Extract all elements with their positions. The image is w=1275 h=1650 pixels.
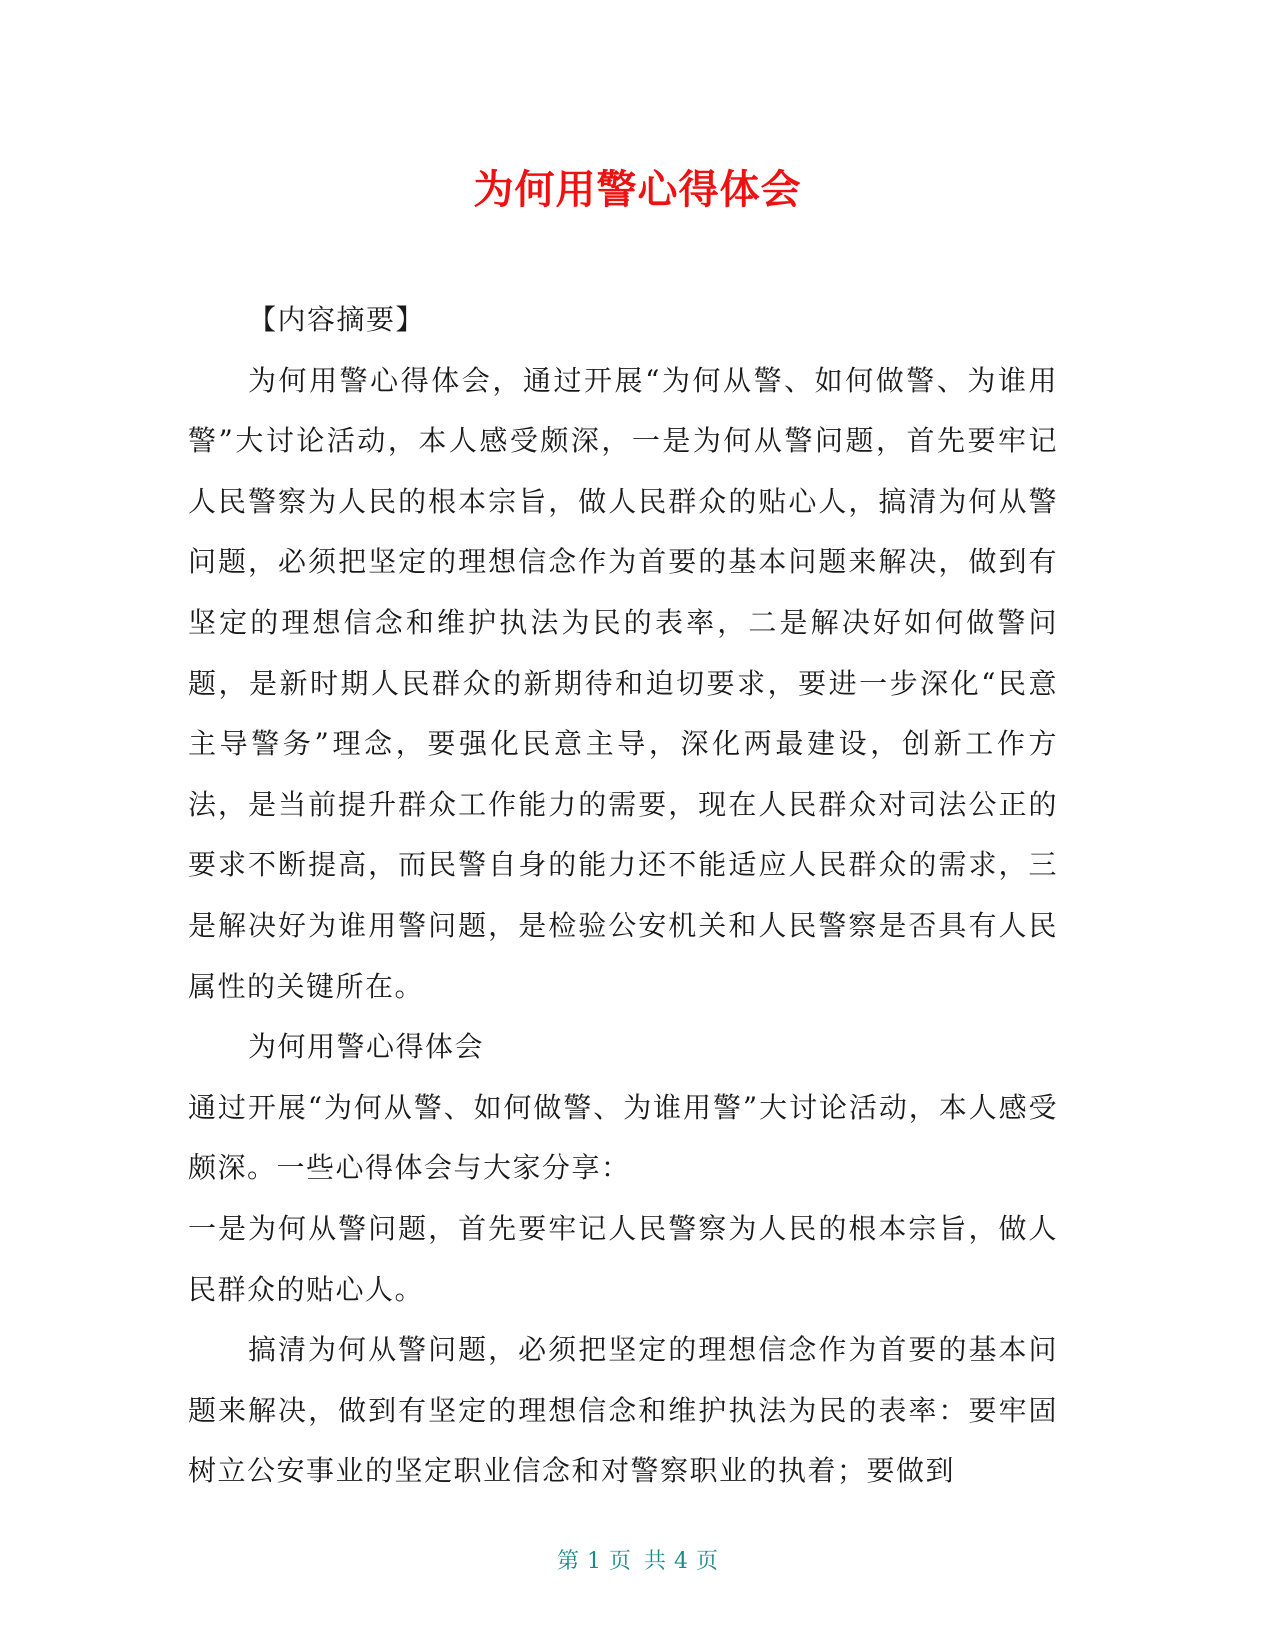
- footer-prefix: 第: [556, 1549, 579, 1574]
- paragraph-point-one-detail: 搞清为何从警问题，必须把坚定的理想信念作为首要的基本问题来解决，做到有坚定的理想信念和维护执法为民的表率：要牢固树立公安事业的坚定职业信念和对警察职业的执着；要做到: [188, 1333, 1058, 1488]
- paragraph-point-one: 一是为何从警问题，首先要牢记人民警察为人民的根本宗旨，做人民群众的贴心人。: [188, 1211, 1058, 1306]
- paragraph-subtitle: 为何用警心得体会: [248, 1030, 485, 1064]
- footer-middle: 页 共: [609, 1549, 666, 1574]
- page-footer: [0, 1544, 1275, 1575]
- paragraph-intro: 通过开展“为何从警、如何做警、为谁用警”大讨论活动，本人感受颇深。一些心得体会与大家分享：: [188, 1090, 1058, 1185]
- footer-page-number: 1: [587, 1549, 601, 1574]
- footer-total-pages: 4: [674, 1549, 688, 1574]
- paragraph-summary-heading: 【内容摘要】: [248, 303, 426, 336]
- paragraph-summary: 为何用警心得体会，通过开展“为何从警、如何做警、为谁用警”大讨论活动，本人感受颇深，一是为何从警问题，首先要牢记人民警察为人民的根本宗旨，做人民群众的贴心人，搞清为何从警问题，必须把坚定的理想信念作为首要的基本问题来解决，做到有坚定的理想信念和维护执法为民的表率，二是解决好如何做警问题，是新时期人民群众的新期待和迫切要求，要进一步深化“民意主导警务”理念，要强化民意主导，深化两最建设，创新工作方法，是当前提升群众工作能力的需要，现在人民群众对司法公正的要求不断提高，而民警自身的能力还不能适应人民群众的需求，三是解决好为谁用警问题，是检验公安机关和人民警察是否具有人民属性的关键所在。: [188, 363, 1058, 1003]
- document-body: [188, 290, 1058, 1502]
- footer-suffix: 页: [696, 1549, 719, 1574]
- page-title: 为何用警心得体会: [473, 167, 802, 213]
